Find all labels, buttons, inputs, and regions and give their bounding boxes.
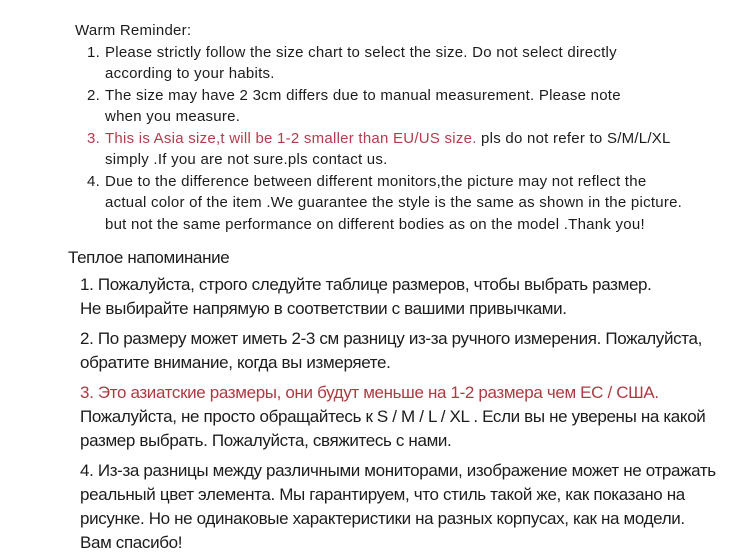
text-line [80, 297, 738, 321]
list-item-text [105, 128, 735, 171]
english-list-item [87, 85, 735, 128]
text-line [105, 149, 735, 171]
text-segment: Пожалуйста, не просто обращайтесь к S / M / L / XL . Если вы не уверены на какой [80, 407, 706, 426]
list-item-number: 4. [87, 172, 101, 190]
list-item-number: 2. [87, 86, 101, 104]
text-line [105, 214, 735, 236]
russian-list-item [80, 381, 738, 453]
text-segment: Не выбирайте напрямую в соответствии с вашими привычками. [80, 299, 567, 318]
list-item-number: 3. [87, 129, 101, 147]
text-line [105, 42, 735, 64]
list-item-text [105, 85, 735, 128]
russian-list-item [80, 273, 738, 321]
text-line [80, 531, 738, 555]
text-line [80, 351, 738, 375]
list-item-text [105, 42, 735, 85]
text-segment: реальный цвет элемента. Мы гарантируем, что стиль такой же, как показано на [80, 485, 685, 504]
text-segment: Due to the difference between different monitors,the picture may not reflect the [105, 172, 647, 190]
russian-list-item [80, 327, 738, 375]
text-segment: Вам спасибо! [80, 533, 183, 552]
warm-reminder-russian-section [68, 246, 738, 556]
text-line [80, 429, 738, 453]
warm-reminder-english-section [75, 20, 735, 235]
text-segment: pls do not refer to S/M/L/XL [476, 129, 671, 147]
text-line [105, 128, 735, 150]
text-segment: обратите внимание, когда вы измеряете. [80, 353, 391, 372]
text-segment: 4. Из-за разницы между различными мониторами, изображение может не отражать [80, 461, 716, 480]
english-list-item [87, 171, 735, 236]
text-segment: рисунке. Но не одинаковые характеристики на разных корпусах, как на модели. [80, 509, 685, 528]
text-segment: when you measure. [105, 108, 241, 125]
russian-list-item [80, 459, 738, 555]
text-line [80, 507, 738, 531]
english-list [75, 42, 735, 236]
text-segment: размер выбрать. Пожалуйста, свяжитесь с нами. [80, 431, 452, 450]
text-line [80, 327, 738, 351]
text-line [80, 273, 738, 297]
russian-list [68, 273, 738, 555]
text-line [105, 63, 735, 85]
text-line [105, 106, 735, 128]
text-line [80, 459, 738, 483]
highlighted-text-segment: 3. Это азиатские размеры, они будут меньше на 1-2 размера чем ЕС / США. [80, 383, 659, 402]
text-line [105, 85, 735, 107]
english-list-item [87, 42, 735, 85]
highlighted-text-segment: This is Asia size,t will be 1-2 smaller than EU/US size. [105, 129, 477, 147]
text-segment: but not the same performance on different bodies as on the model .Thank you! [105, 215, 645, 233]
list-item-text [105, 171, 735, 236]
text-line [105, 171, 735, 193]
text-segment: actual color of the item .We guarantee the style is the same as shown in the picture. [105, 194, 683, 211]
russian-title: Теплое напоминание [68, 248, 230, 267]
text-segment: The size may have 2 3cm differs due to manual measurement. Please note [105, 86, 621, 104]
list-item-number: 1. [87, 43, 101, 61]
english-list-item [87, 128, 735, 171]
english-title: Warm Reminder: [75, 22, 192, 39]
text-line [105, 192, 735, 214]
text-segment: simply .If you are not sure.pls contact us. [105, 151, 388, 168]
text-line [80, 381, 738, 405]
text-segment: Please strictly follow the size chart to select the size. Do not select directly [105, 43, 617, 61]
text-line [80, 483, 738, 507]
text-line [80, 405, 738, 429]
text-segment: 2. По размеру может иметь 2-3 см разницу из-за ручного измерения. Пожалуйста, [80, 329, 702, 348]
text-segment: 1. Пожалуйста, строго следуйте таблице размеров, чтобы выбрать размер. [80, 275, 652, 294]
text-segment: according to your habits. [105, 65, 275, 82]
